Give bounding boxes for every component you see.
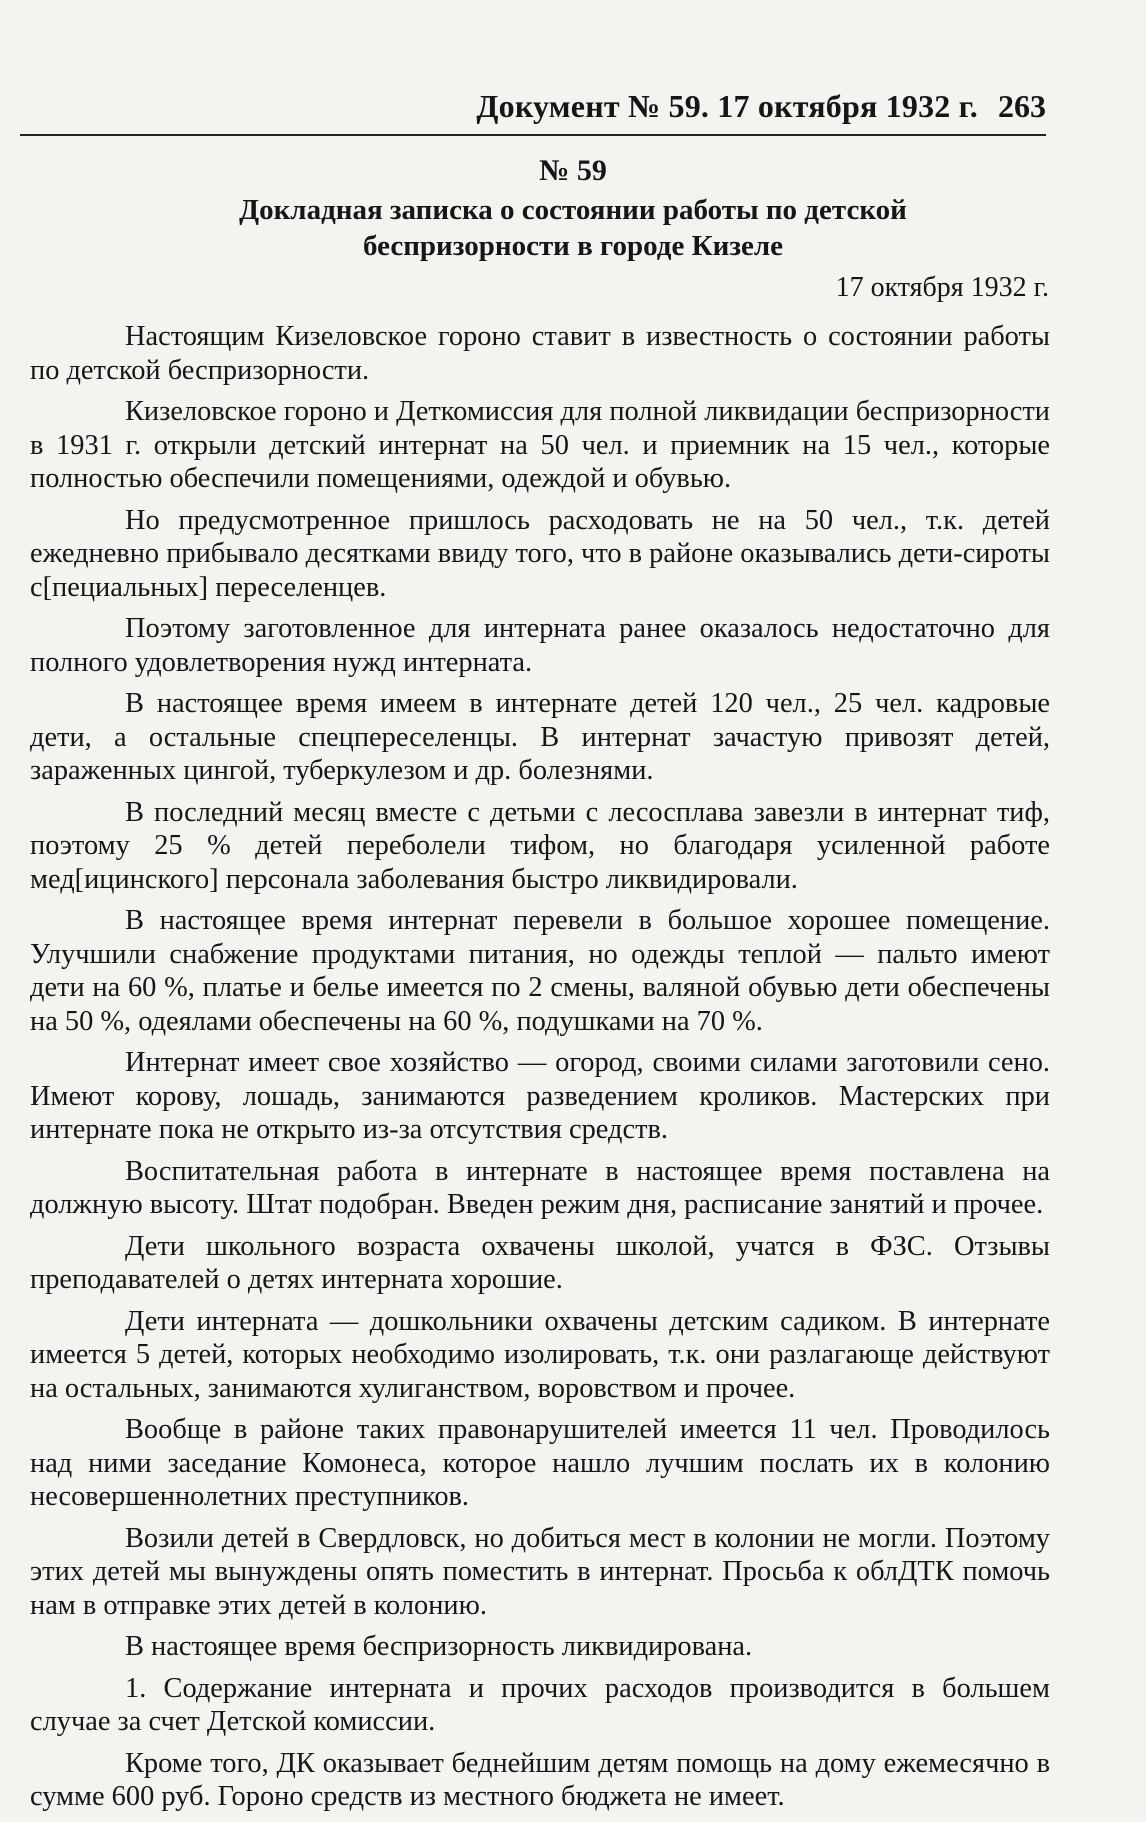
running-title: Документ № 59. 17 октября 1932 г. — [476, 88, 978, 124]
paragraph: Настоящим Кизеловское гороно ставит в известность о состоянии работы по детской беспризорности. — [30, 321, 1050, 386]
paragraph: В настоящее время интернат перевели в большое хорошее помещение. Улучшили снабжение продуктами питания, но одежды теплой — пальто имеют дети на 60 %, платье и белье имеется по 2 смены, валяной обувью дети обеспечены на 50 %, одеялами обеспечены на 60 %, подушками на 70 %. — [30, 905, 1050, 1037]
paragraph: Поэтому заготовленное для интерната ранее оказалось недостаточно для полного удовлетворения нужд интерната. — [30, 613, 1050, 678]
paragraph: В настоящее время беспризорность ликвидирована. — [125, 1631, 753, 1662]
document-body — [30, 320, 1050, 1822]
paragraph: В последний месяц вместе с детьми с лесосплава завезли в интернат тиф, поэтому 25 % детей переболели тифом, но благодаря усиленной работе мед[ицинского] персонала заболевания быстро ликвидировали. — [30, 796, 1050, 895]
paragraph: 1. Содержание интерната и прочих расходов производится в большем случае за счет Детской комиссии. — [30, 1672, 1050, 1737]
paragraph: Возили детей в Свердловск, но добиться мест в колонии не могли. Поэтому этих детей мы вынуждены опять поместить в интернат. Просьба к облДТК помочь нам в отправке этих детей в колонию. — [30, 1522, 1050, 1621]
page-number: 263 — [998, 88, 1046, 124]
document-date: 17 октября 1932 г. — [835, 272, 1049, 303]
paragraph: Интернат имеет свое хозяйство — огород, своими силами заготовили сено. Имеют корову, лошадь, занимаются разведением кроликов. Мастерских при интернате пока не открыто из-за отсутствия средств. — [30, 1047, 1050, 1145]
paragraph: Дети интерната — дошкольники охвачены детским садиком. В интернате имеется 5 детей, которых необходимо изолировать, т.к. они разлагающе действуют на остальных, занимаются хулиганством, воровством и прочее. — [30, 1305, 1050, 1404]
document-title: Докладная записка о состоянии работы по детской беспризорности в городе Кизеле — [239, 194, 907, 262]
paragraph: Но предусмотренное пришлось расходовать не на 50 чел., т.к. детей ежедневно прибывало десятками ввиду того, что в районе оказывались дети-сироты с[пециальных] переселенцев. — [30, 504, 1050, 603]
paragraph: Дети школьного возраста охвачены школой, учатся в ФЗС. Отзывы преподавателей о детях интерната хорошие. — [30, 1230, 1050, 1295]
running-header — [20, 84, 1046, 136]
paragraph: Кизеловское гороно и Деткомиссия для полной ликвидации беспризорности в 1931 г. открыли детский интернат на 50 чел. и приемник на 15 чел., которые полностью обеспечили помещениями, одеждой и обувью. — [30, 396, 1050, 494]
paragraph: Кроме того, ДК оказывает беднейшим детям помощь на дому ежемесячно в сумме 600 руб. Гороно средств из местного бюджета не имеет. — [30, 1747, 1050, 1812]
paragraph: Вообще в районе таких правонарушителей имеется 11 чел. Проводилось над ними заседание Комонеса, которое нашло лучшим послать их в колонию несовершеннолетних преступников. — [30, 1414, 1050, 1512]
document-number: № 59 — [539, 154, 607, 187]
paragraph: Воспитательная работа в интернате в настоящее время поставлена на должную высоту. Штат подобран. Введен режим дня, расписание занятий и прочее. — [30, 1155, 1050, 1220]
paragraph: В настоящее время имеем в интернате детей 120 чел., 25 чел. кадровые дети, а остальные спецпереселенцы. В интернат зачастую привозят детей, зараженных цингой, туберкулезом и др. болезнями. — [30, 688, 1050, 786]
